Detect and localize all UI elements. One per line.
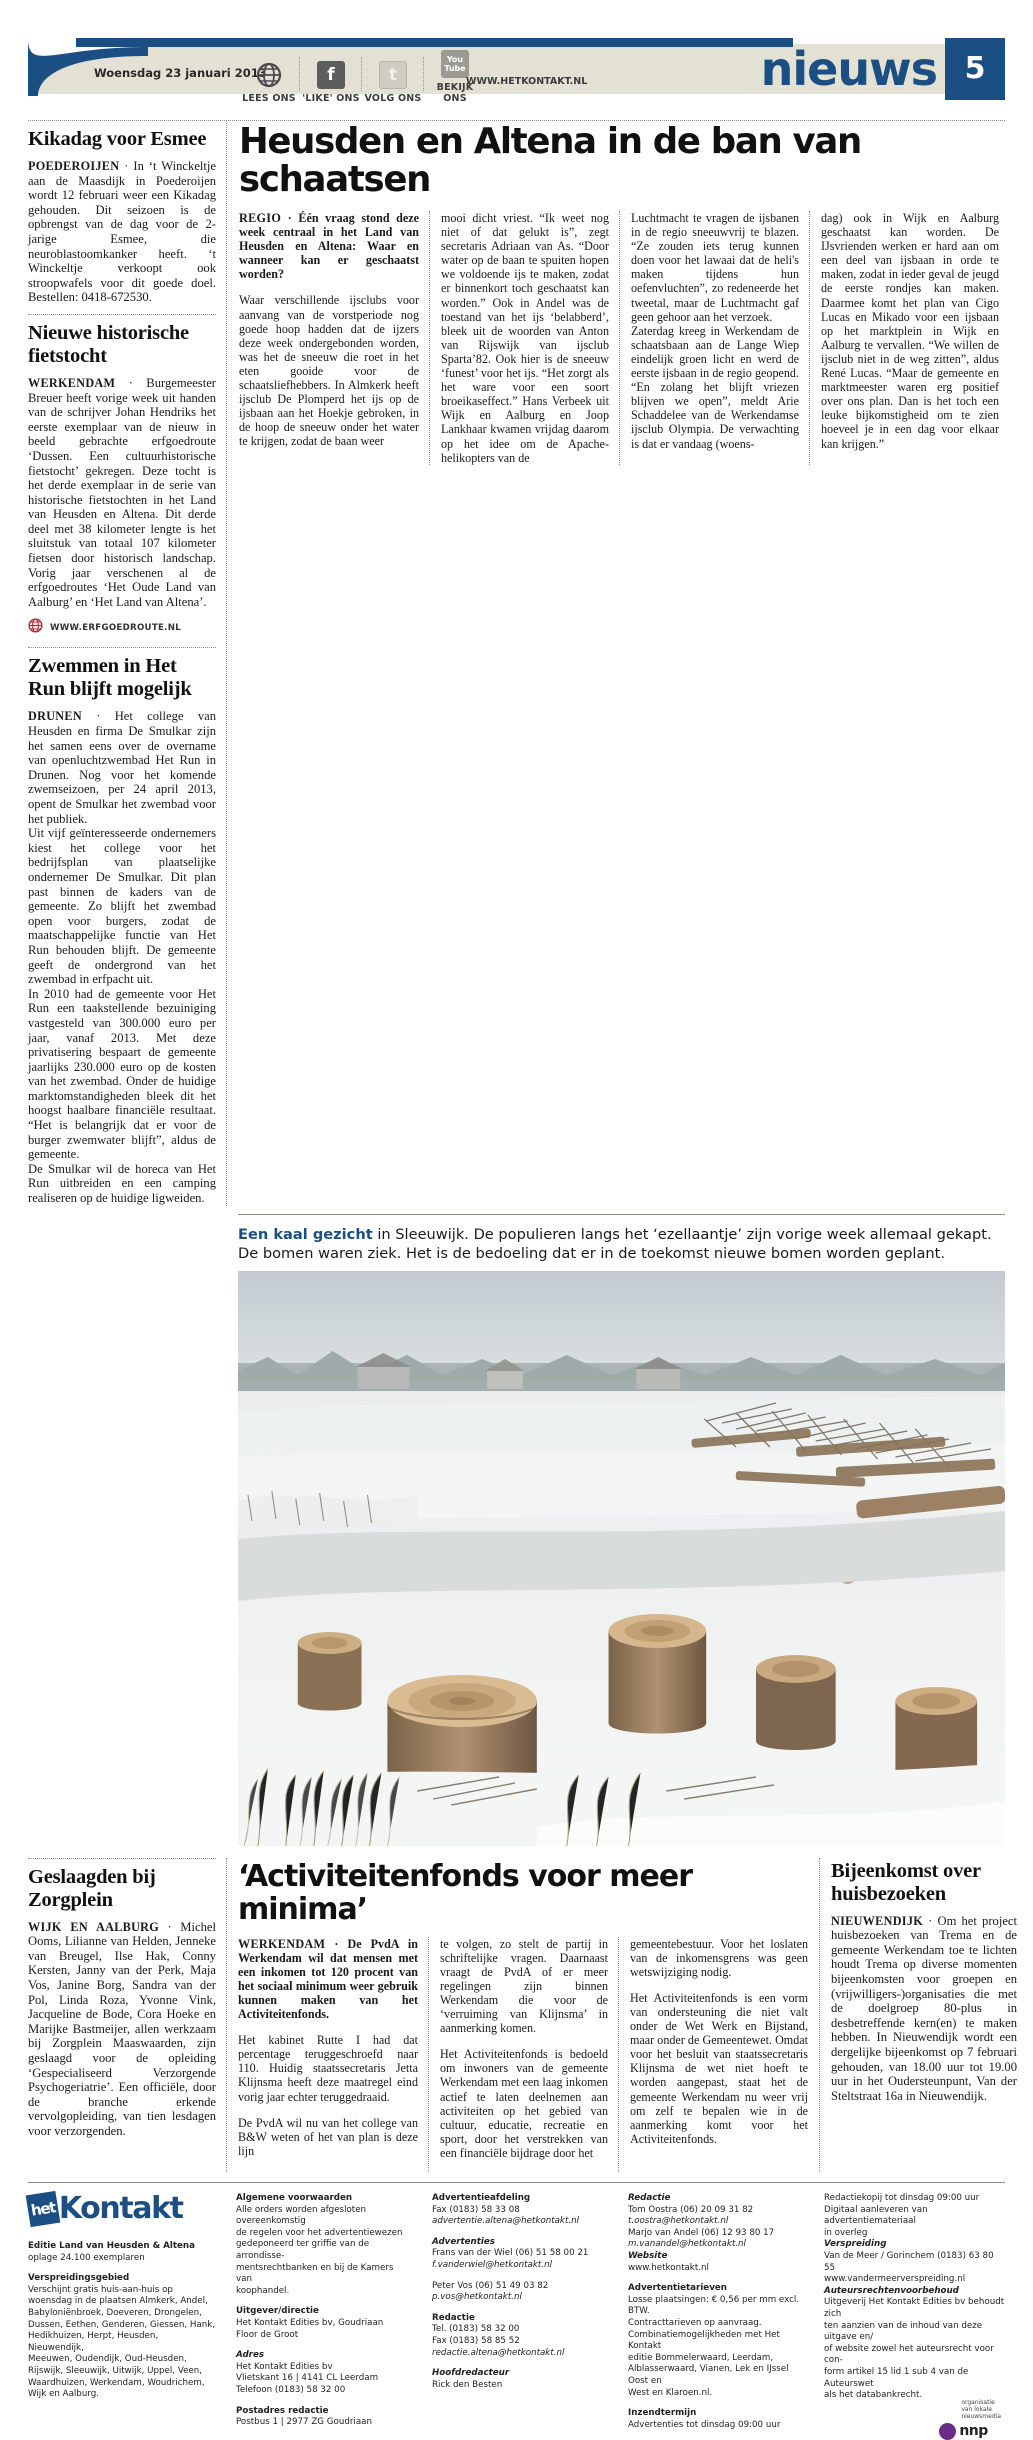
colophon xyxy=(28,2182,1005,2440)
block-line: Postbus 1 | 2977 ZG Goudriaan xyxy=(236,2417,372,2428)
block-title: Postadres redactie xyxy=(236,2405,329,2416)
logo-kontakt: Kontakt xyxy=(58,2191,183,2227)
stump-3 xyxy=(298,1632,362,1711)
nnp-wordmark: nnp xyxy=(959,2423,988,2440)
article-body xyxy=(831,1914,1017,2104)
article-zwembad xyxy=(28,655,216,1205)
article-body xyxy=(28,159,216,305)
lead-headline: Heusden en Altena in de ban van schaatsen xyxy=(239,121,862,200)
block-title: Uitgever/directie xyxy=(236,2306,319,2317)
social-item-twitter[interactable] xyxy=(362,61,424,104)
lead-column-2 xyxy=(429,211,619,465)
article-text: · Om het project huisbezoeken van Trema en de gemeente Werkendam toe te lichten houdt Trema op diverse momenten bijeenkomsten voor groepen en (vrijwilligers-)organisaties die met de doelgroep 80-plus in desbetreffende kern(en) te maken hebben. In Nieuwendijk wordt een dergelijke bijeenkomst op 7 februari gehouden, van 18.00 uur tot 19.00 uur in het Oudersteunpunt, Van der Steltstraat 16a in Nieuwendijk. xyxy=(831,1913,1017,2103)
mid-text: Het kabinet Rutte I had dat percentage teruggeschroefd naar 110. Huidig staatssecretaris Jetta Klijnsma heeft deze maatregel eind vorig jaar echter teruggedraaid. xyxy=(238,2033,418,2104)
article-kikadag xyxy=(28,128,216,305)
article-body xyxy=(28,709,216,826)
caption-lead: Een kaal gezicht xyxy=(238,1225,373,1243)
page-number: 5 xyxy=(945,38,1005,100)
photo-illustration xyxy=(238,1271,1005,1846)
block-title: Inzendtermijn xyxy=(628,2408,697,2419)
mid-column-3 xyxy=(618,1937,808,2172)
mid-story xyxy=(226,1858,819,2172)
stump-4 xyxy=(756,1655,836,1750)
logo-het: het xyxy=(26,2191,60,2227)
block-line: of website zowel het auteursrecht voor con- xyxy=(824,2343,994,2366)
block-line: editie Bommelerwaard, Leerdam, xyxy=(628,2352,774,2363)
block-email[interactable]: p.vos@hetkontakt.nl xyxy=(432,2292,522,2303)
article-weblink[interactable] xyxy=(28,618,216,638)
colophon-block xyxy=(628,2251,804,2274)
block-line[interactable]: www.hetkontakt.nl xyxy=(628,2262,709,2273)
article-text: · Burgemeester Breuer heeft vorige week uit handen van de schrijver Johan Hendriks het eerste exemplaar van de nieuw in beeld gebrachte erfgoedroute ‘Dussen. Een cultuurhistorische fietstocht’ gekregen. Deze tocht is het derde exemplaar in de serie van historische fietstochten in het Land van Heusden en Altena. Dit derde deel met 38 kilometer lengte is het sluitstuk van totaal 107 kilometer fietsen door historisch landschap. Vorig jaar verschenen al de erfgoedroutes ‘Het Oude Land van Aalburg’ en ‘Het Land van Altena’. xyxy=(28,375,216,609)
caption-text: in Sleeuwijk. De populieren langs het ‘ezellaantje’ zijn vorige week allemaal gekapt. De bomen waren ziek. Het is de bedoeling dat er in de toekomst nieuwe bomen worden geplant. xyxy=(238,1225,992,1262)
article-body xyxy=(28,376,216,610)
block-line: Tom Oostra (06) 20 09 31 82 xyxy=(628,2204,754,2215)
mid-headline: ‘Activiteitenfonds voor meer minima’ xyxy=(238,1858,692,1927)
article-fietstocht xyxy=(28,322,216,639)
block-line: Uitgeverij Het Kontakt Edities bv behoudt zich xyxy=(824,2297,1005,2319)
dateline: POEDEROIJEN xyxy=(28,159,120,173)
publication-logo xyxy=(28,2193,183,2225)
lead-intro-text: · Één vraag stond deze week centraal in het Land van Heusden en Altena: Waar en wanneer kan er geschaatst worden? xyxy=(239,211,419,282)
block-line: Tel. (0183) 58 32 00 xyxy=(432,2324,520,2335)
weblink-label: WWW.ERFGOEDROUTE.NL xyxy=(50,623,181,634)
publication-date: Woensdag 23 januari 2013 xyxy=(94,66,267,80)
block-line: gedeponeerd ter griffie van de arrondisse- xyxy=(236,2239,370,2261)
section-title: nieuws xyxy=(760,42,937,96)
spacer xyxy=(239,281,419,293)
article-headline: Zwemmen in Het Run blijft mogelijk xyxy=(28,655,192,701)
mid-text-2: De PvdA wil nu van het college van B&W weten of het van plan is deze lijn xyxy=(238,2115,418,2158)
article-text-4: De Smulkar wil de horeca van Het Run uitbreiden en een camping realiseren op de huidige ligweiden. xyxy=(28,1161,216,1206)
block-title: Algemene voorwaarden xyxy=(236,2193,353,2204)
article-headline: Geslaagden bij Zorgplein xyxy=(28,1865,156,1911)
block-title: Hoofdredacteur xyxy=(432,2368,510,2379)
mid-intro-text: · De PvdA in Werkendam wil dat mensen met een inkomen tot 120 procent van het sociaal minimum weer gebruik kunnen maken van het Activiteitenfonds. xyxy=(238,1936,418,2022)
block-line: Het Kontakt Edities bv, Goudriaan xyxy=(236,2317,384,2328)
left-sidebar-column xyxy=(28,121,226,1206)
globe-icon xyxy=(255,61,283,89)
social-label-youtube: BEKIJK ONS xyxy=(436,82,474,104)
article-text: · Michel Ooms, Lilianne van Helden, Jenneke van Breugel, Ilse Hak, Conny Kersten, Janny van der Perk, Maja Vos, Janine Borg, Sandra van der Pol, Linda Roza, Yvonne Vink, Jacqueline de Bode, Cora Hoeke en Marijke Bastmeijer, allen werkzaam bij Zorgplein Maaswaarden, zijn geslaagd voor de opleiding ‘Gespecialiseerd Verzorgende Psychogeriatrie’. Een officiële, door de branche erkende vervolgopleiding, van tien lesdagen voor verzorgenden. xyxy=(28,1919,216,2138)
photo-caption xyxy=(238,1225,1005,1263)
stump-2 xyxy=(609,1614,707,1734)
block-email[interactable]: m.vanandel@hetkontakt.nl xyxy=(628,2239,746,2250)
twitter-icon: t xyxy=(379,61,407,89)
article-divider xyxy=(28,647,216,648)
block-email[interactable]: t.oostra@hetkontakt.nl xyxy=(628,2216,729,2227)
block-line: Rick den Besten xyxy=(432,2379,503,2390)
nnp-dot-icon xyxy=(939,2423,956,2440)
colophon-col-5 xyxy=(814,2193,1005,2440)
masthead-url[interactable]: WWW.HETKONTAKT.NL xyxy=(466,76,588,87)
block-line: koophandel. xyxy=(236,2285,290,2296)
colophon-block xyxy=(628,2193,804,2251)
block-email[interactable]: advertentie.altena@hetkontakt.nl xyxy=(432,2216,580,2227)
colophon-block xyxy=(236,2350,412,2396)
dateline: WERKENDAM xyxy=(238,1936,326,1951)
nnp-logo xyxy=(939,2399,1001,2440)
colophon-block xyxy=(28,2273,216,2401)
block-line: Fax (0183) 58 33 08 xyxy=(432,2204,520,2215)
lead-columns xyxy=(239,211,1005,465)
colophon-col-2 xyxy=(226,2193,422,2440)
section-rule xyxy=(28,1858,216,1859)
dateline: WERKENDAM xyxy=(28,375,116,390)
nnp-line-3: nieuwsmedia xyxy=(961,2413,1001,2421)
colophon-col-3 xyxy=(422,2193,618,2440)
mid-intro xyxy=(238,1937,418,2022)
block-line: ten aanzien van de inhoud van deze uitgave en/ xyxy=(824,2320,983,2343)
block-line: Digitaal aanleveren van advertentiemateriaal xyxy=(824,2204,928,2227)
colophon-block xyxy=(236,2406,412,2429)
article-headline: Bijeenkomst over huisbezoeken xyxy=(831,1859,981,1905)
mid-text: te volgen, zo stelt de partij in schriftelijke vragen. Daarnaast vraagt de PvdA of er meer regelingen zijn binnen Werkendam die voor de ‘verruiming van Klijnsma’ in aanmerking komen. xyxy=(440,1936,608,2036)
block-title: Redactie xyxy=(628,2193,671,2204)
colophon-block xyxy=(28,2241,216,2264)
block-line: Peter Vos (06) 51 49 03 82 xyxy=(432,2280,549,2291)
social-links xyxy=(238,50,486,104)
colophon-col-1 xyxy=(28,2193,226,2440)
lead-text: Luchtmacht te vragen de ijsbanen in de regio sneeuwvrij te blazen. “Ze zouden iets terug kunnen doen voor het lawaai dat de heli's maken tijdens hun oefenvluchten”, zo redeneerde het tweetal, maar de Luchtmacht gaf geen gehoor aan het verzoek. xyxy=(631,211,799,324)
block-line: Verschijnt gratis huis-aan-huis op xyxy=(28,2284,173,2295)
photo-image xyxy=(238,1271,1005,1846)
social-label-facebook: 'LIKE' ONS xyxy=(302,93,360,104)
lead-text: mooi dicht vriest. “Ik weet nog niet of dat gelukt is”, zegt secretaris Adriaan van As. “Door water op de baan te spuiten hopen we voldoende ijs te maken, zodat er binnenkort toch geschaatst kan worden.” Ook in Andel was de toestand van het ijs ‘belabberd’, bleek uit de woorden van Anton van Rijswijk van ijsclub Sparta’82. Ook hier is de sneeuw ‘funest’ voor het ijs. “Het zorgt als het ware voor een soort broeikaseffect.” Hans Verbeek uit Wijk en Aalburg en Joop Lankhaar kwamen vrijdag daarom op het idee om de Apache-helikopters van de xyxy=(441,211,609,465)
block-line: Vlietskant 16 | 4141 CL Leerdam xyxy=(236,2373,379,2384)
block-line: Alle orders worden afgesloten overeenkomstig xyxy=(236,2204,367,2227)
lead-text-2: Zaterdag kreeg in Werkendam de schaatsbaan aan de Lange Wiep eindelijk groen licht en werd de eerste ijsbaan in de regio geopend. “En zolang het blijft vriezen blijven we open”, meldt Arie Schaddelee van de Werkendamse ijsclub Olympia. De verwachting is dat er vandaag (woens- xyxy=(631,323,799,451)
social-label-twitter: VOLG ONS xyxy=(364,93,422,104)
block-line: Floor de Groot xyxy=(236,2329,299,2340)
block-line: mentsrechtbanken en bij de Kamers van xyxy=(236,2262,394,2285)
block-line: Fax (0183) 58 85 52 xyxy=(432,2335,520,2346)
dateline: DRUNEN xyxy=(28,709,82,724)
article-body xyxy=(28,1920,216,2139)
bottom-right-column xyxy=(819,1858,1017,2172)
article-text-3: In 2010 had de gemeente voor Het Run een taakstellende bezuiniging vastgesteld van 300.000 euro per jaar, vanaf 2013. Met deze privatisering bespaart de gemeente jaarlijks 230.000 euro op de kosten van het zwembad. Onder de huidige marktomstandigheden bleek dit het hoogst haalbare financiële resultaat. “Het is belangrijk dat er voor de burger zwemwater blijft”, aldus de gemeente. xyxy=(28,986,216,1162)
mid-text: gemeentebestuur. Voor het loslaten van de inkomensgrens was geen wetswijziging nodig. xyxy=(630,1936,808,1979)
block-line: Hedikhuizen, Herpt, Heusden, Nieuwendijk, xyxy=(28,2331,159,2353)
colophon-block xyxy=(236,2306,412,2341)
block-line: als het databankrecht. xyxy=(824,2390,923,2401)
block-line: woensdag in de plaatsen Almkerk, Andel, xyxy=(28,2296,208,2307)
block-line: Alblasserwaard, Vianen, Lek en IJssel Oost en xyxy=(628,2364,789,2386)
block-title: Adres xyxy=(236,2350,265,2361)
bottom-left-column xyxy=(28,1858,226,2172)
colophon-block xyxy=(628,2408,804,2431)
block-title: Advertentietarieven xyxy=(628,2283,727,2294)
colophon-col-4 xyxy=(618,2193,814,2440)
mid-column-1 xyxy=(238,1937,428,2172)
block-title: Advertentieafdeling xyxy=(432,2193,531,2204)
block-line: form artikel 15 lid 1 sub 4 van de Auteurswet xyxy=(824,2366,969,2389)
top-grid xyxy=(28,121,1005,1206)
photo-top-rule xyxy=(238,1214,1005,1215)
lead-intro xyxy=(239,211,419,281)
block-title: Website xyxy=(628,2251,668,2261)
colophon-block xyxy=(628,2283,804,2399)
masthead xyxy=(28,0,1005,120)
colophon-block xyxy=(432,2368,608,2391)
block-line: Wijk en Aalburg. xyxy=(28,2389,100,2400)
article-headline: Kikadag voor Esmee xyxy=(28,128,207,150)
mid-text-2: Het Activiteitenfonds is bedoeld om inwoners van de gemeente Werkendam met een laag inkomen actief te laten deelnemen aan activiteiten op het gebied van cultuur, educatie, recreatie en sport, door het verstrekken van een financiële bijdrage door het xyxy=(440,2047,608,2160)
lead-text: dag) ook in Wijk en Aalburg geschaatst kan worden. De IJsvrienden werken er hard aan om een deel van ijsbaan in orde te maken, zodat in ieder geval de jeugd de eerste rondjes kan maken. Daarmee komt het plan van Cigo Lucas en Mikado voor een ijsbaan op het marktplein in Wijk en Aalburg te vervallen. “We willen de ijsclub niet in de weg zitten”, aldus René Lucas. “Maar de gemeente en marktmeester waren erg positief over ons plan. Dan is het toch een leuke bijkomstigheid om te zien hoeveel je in een dag voor elkaar kan krijgen.” xyxy=(821,211,999,451)
block-title: Editie Land van Heusden & Altena xyxy=(28,2241,195,2252)
block-title: Auteursrechtenvoorbehoud xyxy=(824,2285,959,2296)
block-line: Het Kontakt Edities bv xyxy=(236,2361,333,2372)
colophon-block xyxy=(824,2239,1005,2285)
mid-columns xyxy=(238,1937,808,2172)
block-line[interactable]: www.vandermeerverspreiding.nl xyxy=(824,2274,966,2285)
block-title: Verspreidingsgebied xyxy=(28,2273,130,2284)
youtube-icon: You Tube xyxy=(441,50,469,78)
block-title: Verspreiding xyxy=(824,2239,887,2250)
block-line: Meeuwen, Oudendijk, Oud-Heusden, xyxy=(28,2354,187,2365)
dateline: REGIO xyxy=(239,211,282,225)
block-line: Losse plaatsingen: € 0,56 per mm excl. BTW. xyxy=(628,2294,800,2317)
bottom-area xyxy=(28,1858,1017,2172)
lead-column-3 xyxy=(619,211,809,465)
block-email[interactable]: redactie.altena@hetkontakt.nl xyxy=(432,2347,565,2358)
social-item-website[interactable] xyxy=(238,61,300,104)
lead-text: Waar verschillende ijsclubs voor aanvang van de vorstperiode nog goede hoop hadden dat de ijzers deze week ondergebonden worden, was het de sneeuw die roet in het eten gooide voor de schaatsliefhebbers. In Almkerk heeft ijsclub De Plomperd het ijs op de ijsbaan aan het Hoekje gebroken, in de hoop de sneeuw onder het water te krijgen, zodat de baan weer xyxy=(239,293,419,449)
block-line: Van de Meer / Gorinchem (0183) 63 80 55 xyxy=(824,2251,994,2273)
masthead-top-bar xyxy=(76,38,793,47)
colophon-block xyxy=(432,2313,608,2359)
facebook-icon: f xyxy=(317,61,345,89)
block-line: Redactiekopij tot dinsdag 09:00 uur xyxy=(824,2193,980,2204)
block-line: Marjo van Andel (06) 12 93 80 17 xyxy=(628,2227,775,2238)
block-line: Telefoon (0183) 58 32 00 xyxy=(236,2384,346,2395)
block-line: Frans van der Wiel (06) 51 58 00 21 xyxy=(432,2248,589,2259)
content-area xyxy=(28,121,1005,1206)
photo-block xyxy=(238,1214,1005,1846)
block-title: Redactie xyxy=(432,2312,475,2323)
social-item-facebook[interactable] xyxy=(300,61,362,104)
block-line: de regelen voor het advertentiewezen xyxy=(236,2227,403,2238)
lead-story xyxy=(226,121,1005,1206)
block-line: West en Klaroen.nl. xyxy=(628,2387,713,2398)
block-line: Babyloniënbroek, Doeveren, Drongelen, xyxy=(28,2308,202,2318)
article-text: · In ‘t Winckeltje aan de Maasdijk in Poederoijen wordt 12 februari weer een Kikadag gehouden. Dit seizoen is de opbrengst van de dag voor de 2-jarige Esmee, die neuroblastoomkanker heeft. ‘t Winckeltje verkoopt ook stroopwafels voor dit goede doel. Bestellen: 0418-672530. xyxy=(28,159,216,305)
dateline: WIJK EN AALBURG xyxy=(28,1919,160,1934)
colophon-block xyxy=(824,2193,1005,2239)
lead-column-4 xyxy=(809,211,999,465)
block-line: oplage 24.100 exemplaren xyxy=(28,2252,145,2263)
block-email[interactable]: f.vanderwiel@hetkontakt.nl xyxy=(432,2260,552,2270)
nnp-line-1: organisatie xyxy=(961,2399,995,2407)
colophon-block xyxy=(432,2281,608,2304)
colophon-block xyxy=(236,2193,412,2297)
article-divider xyxy=(28,314,216,315)
nnp-line-2: van lokale xyxy=(961,2406,992,2414)
article-text: · Het college van Heusden en firma De Smulkar zijn het samen eens over de overname van openluchtzwembad Het Run in Drunen. Nog voor het komende zwemseizoen, per 24 april 2013, opent de Smulkar het zwembad voor het publiek. xyxy=(28,709,216,826)
social-label-website: LEES ONS xyxy=(242,93,296,104)
article-headline: Nieuwe historische fietstocht xyxy=(28,321,189,367)
block-line: Combinatiemogelijkheden met Het Kontakt xyxy=(628,2329,780,2352)
colophon-block xyxy=(824,2286,1005,2402)
colophon-block xyxy=(432,2237,608,2272)
block-line: Rijswijk, Sleeuwijk, Uitwijk, Uppel, Veen, xyxy=(28,2365,203,2376)
lead-column-1 xyxy=(239,211,429,465)
block-title: Advertenties xyxy=(432,2236,495,2247)
mid-column-2 xyxy=(428,1937,618,2172)
bottom-grid xyxy=(28,1858,1017,2172)
nnp-mark xyxy=(939,2423,1001,2440)
block-line: in overleg xyxy=(824,2227,868,2238)
article-text-2: Uit vijf geïnteresseerde ondernemers kiest het college voor het bedrijfsplan van plaatselijke ondernemer De Smulkar. Dit plan past binnen de kaders van de gemeente. Zo blijft het zwembad open voor burgers, zodat de maatschappelijke functie van Het Run behouden blijft. De gemeente geeft de ondergrond van het zwembad in erfpacht uit. xyxy=(28,826,216,987)
block-line: Contracttarieven op aanvraag. xyxy=(628,2317,762,2328)
dateline: NIEUWENDIJK xyxy=(831,1913,924,1928)
mid-text-2: Het Activiteitenfonds is een vorm van ondersteuning die niet valt onder de Wet Werk en Bijstand, maar onder de Gemeentewet. Omdat voor het besluit van staatssecretaris Klijnsma de wet niet hoeft te worden aangepast, staat het de gemeente Werkendam nu weer vrij om zelf te bepalen wie in de aanmerking komt voor het Activiteitenfonds. xyxy=(630,1990,808,2146)
globe-icon xyxy=(28,618,43,638)
block-line: Advertenties tot dinsdag 09:00 uur xyxy=(628,2419,781,2430)
block-line: Waardhuizen, Werkendam, Woudrichem, xyxy=(28,2377,205,2388)
block-line: Dussen, Eethen, Genderen, Giessen, Hank, xyxy=(28,2319,216,2330)
colophon-block xyxy=(432,2193,608,2228)
